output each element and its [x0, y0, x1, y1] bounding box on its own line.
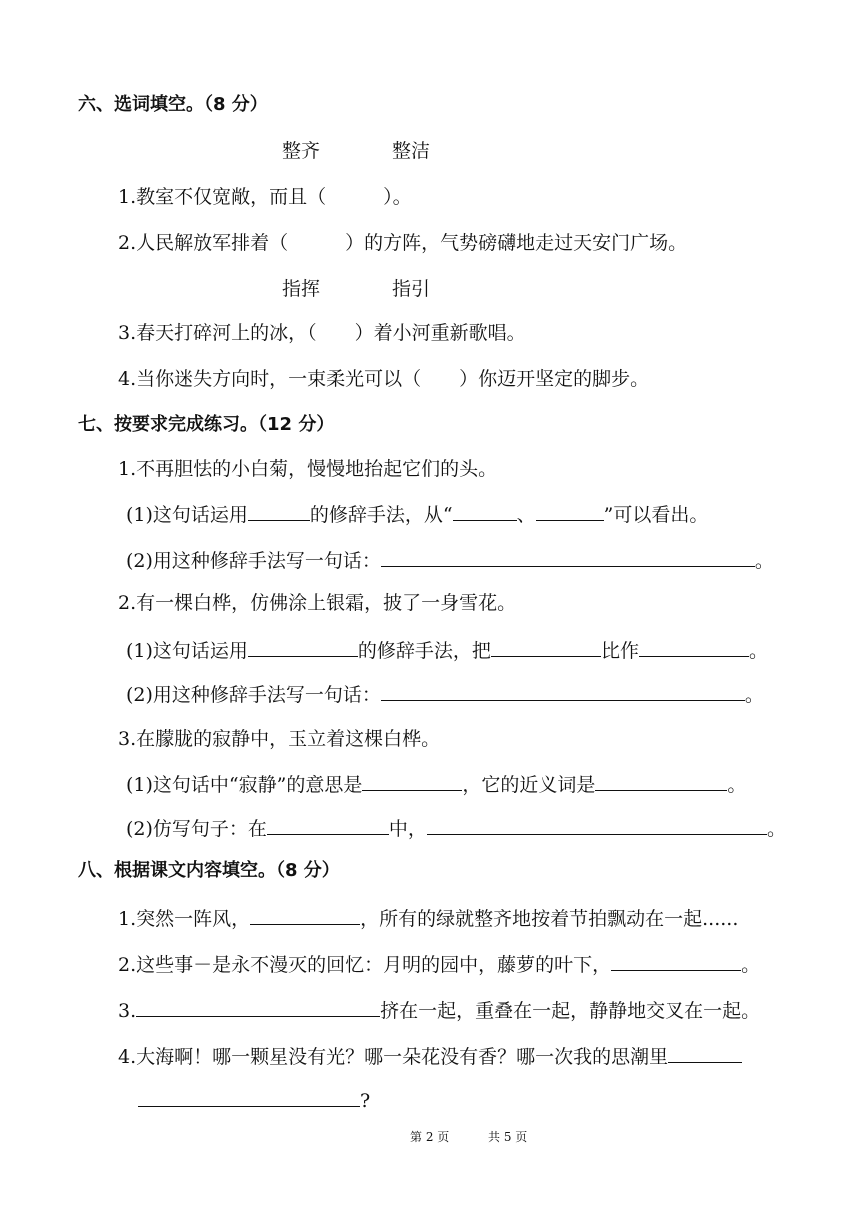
answer-blank[interactable]	[267, 814, 389, 835]
answer-blank[interactable]	[536, 500, 604, 521]
answer-blank[interactable]	[453, 500, 517, 521]
text-part: (1)这句话中“寂静”的意思是	[126, 774, 363, 796]
answer-blank[interactable]	[381, 546, 755, 567]
question-7-2-1	[126, 636, 768, 664]
answer-blank[interactable]	[250, 904, 360, 925]
text-part: 的修辞手法，从“	[309, 504, 453, 526]
text-part: (1)这句话运用	[126, 640, 248, 662]
text-part: 、	[516, 504, 536, 526]
answer-blank[interactable]	[595, 770, 727, 791]
page-total: 共 5 页	[488, 1130, 528, 1144]
question-8-3	[118, 996, 760, 1024]
question-7-3-1	[126, 770, 746, 798]
text-part: (2)用这种修辞手法写一句话：	[126, 550, 381, 572]
question-6-1: 1.教室不仅宽敞，而且（ ）。	[118, 186, 412, 208]
answer-blank[interactable]	[668, 1042, 742, 1063]
text-part: 1.突然一阵风，	[118, 908, 251, 930]
text-part: ?	[360, 1090, 371, 1112]
question-7-3: 3.在朦胧的寂静中，玉立着这棵白桦。	[118, 728, 441, 750]
question-7-2: 2.有一棵白桦，仿佛涂上银霜，披了一身雪花。	[118, 592, 517, 614]
text-part: ，所有的绿就整齐地按着节拍飘动在一起......	[360, 908, 739, 930]
text-part: (1)这句话运用	[126, 504, 248, 526]
question-7-1-1	[126, 500, 708, 528]
answer-blank[interactable]	[491, 636, 601, 657]
question-8-4	[118, 1042, 742, 1070]
text-part: (2)仿写句子：在	[126, 818, 267, 840]
text-part: 比作	[600, 640, 639, 662]
question-6-3: 3.春天打碎河上的冰，（ ）着小河重新歌唱。	[118, 322, 526, 344]
answer-blank[interactable]	[248, 636, 358, 657]
text-part: 。	[754, 550, 774, 572]
section-6-heading: 六、选词填空。（8 分）	[78, 94, 268, 115]
text-part: 。	[748, 640, 768, 662]
answer-blank[interactable]	[427, 814, 767, 835]
text-part: 的修辞手法，把	[357, 640, 491, 662]
word-option: 整洁	[392, 140, 431, 162]
text-part: 。	[744, 684, 764, 706]
answer-blank[interactable]	[138, 1086, 360, 1107]
question-8-1	[118, 904, 738, 932]
question-7-3-2	[126, 814, 786, 842]
text-part: 。	[727, 774, 747, 796]
word-option: 指引	[392, 278, 431, 300]
answer-blank[interactable]	[381, 680, 745, 701]
text-part: ，它的近义词是	[462, 774, 596, 796]
question-7-1: 1.不再胆怯的小白菊，慢慢地抬起它们的头。	[118, 458, 498, 480]
page-number: 第 2 页	[410, 1130, 450, 1144]
word-option: 整齐	[282, 140, 321, 162]
text-part: 挤在一起，重叠在一起，静静地交叉在一起。	[380, 1000, 761, 1022]
question-8-2	[118, 950, 760, 978]
word-option: 指挥	[282, 278, 321, 300]
text-part: 。	[741, 954, 761, 976]
answer-blank[interactable]	[639, 636, 749, 657]
text-part: 4.大海啊！哪一颗星没有光？哪一朵花没有香？哪一次我的思潮里	[118, 1046, 669, 1068]
answer-blank[interactable]	[248, 500, 310, 521]
question-7-2-2	[126, 680, 764, 708]
question-6-4: 4.当你迷失方向时，一束柔光可以（ ）你迈开坚定的脚步。	[118, 368, 650, 390]
section-7-heading: 七、按要求完成练习。（12 分）	[78, 414, 335, 435]
text-part: 3.	[118, 1000, 137, 1022]
text-part: 2.这些事－是永不漫灭的回忆：月明的园中，藤萝的叶下，	[118, 954, 612, 976]
answer-blank[interactable]	[136, 996, 380, 1017]
text-part: (2)用这种修辞手法写一句话：	[126, 684, 381, 706]
answer-blank[interactable]	[611, 950, 741, 971]
text-part: 。	[766, 818, 786, 840]
question-7-1-2	[126, 546, 774, 574]
text-part: ”可以看出。	[603, 504, 709, 526]
answer-blank[interactable]	[362, 770, 462, 791]
question-8-4-continued	[138, 1086, 370, 1114]
section-8-heading: 八、根据课文内容填空。（8 分）	[78, 860, 340, 881]
question-6-2: 2.人民解放军排着（ ）的方阵，气势磅礴地走过天安门广场。	[118, 232, 688, 254]
text-part: 中，	[388, 818, 427, 840]
